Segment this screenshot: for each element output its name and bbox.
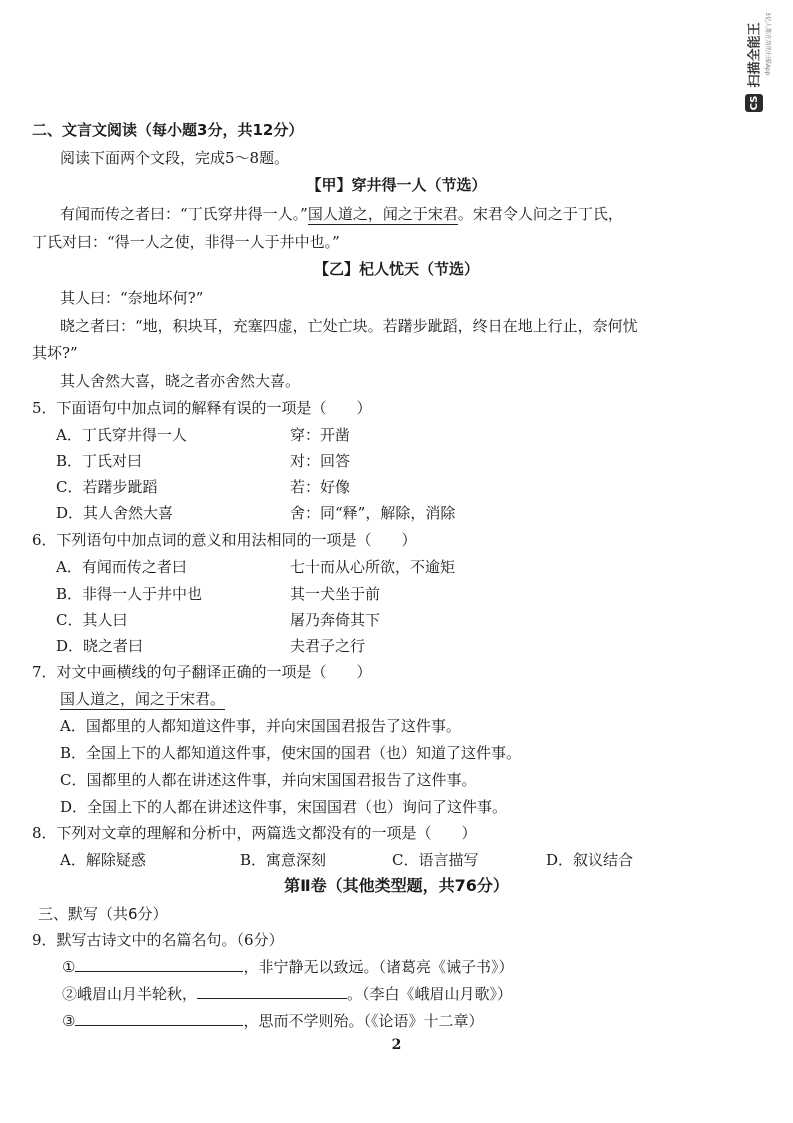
q7-option-b: B．全国上下的人都知道这件事，使宋国的国君（也）知道了这件事。 (60, 744, 522, 762)
q5-option-b-gloss: 对：回答 (290, 452, 351, 470)
passage-a-line-2: 丁氏对曰：“得一人之使，非得一人于井中也。” (32, 233, 340, 251)
q5-option-a: A．丁氏穿井得一人 (56, 426, 187, 444)
q9-item-1-num: ① (62, 958, 76, 976)
watermark-logo-icon: CS (745, 94, 763, 112)
q9-item-2 (62, 984, 512, 1004)
answer-blank-2[interactable] (197, 984, 347, 999)
answer-blank-3[interactable] (75, 1011, 243, 1026)
q5-option-c-gloss: 若：好像 (290, 478, 351, 496)
q8-option-c: C．语言描写 (392, 851, 479, 869)
q5-option-a-gloss: 穿：开凿 (290, 426, 351, 444)
question-5-stem: 5．下面语句中加点词的解释有误的一项是（ ） (32, 399, 372, 417)
question-9-stem: 9．默写古诗文中的名篇名句。（6分） (32, 931, 284, 949)
q6-option-a: A．有闻而传之者曰 (56, 558, 187, 576)
passage-b-line-4: 其人舍然大喜，晓之者亦舍然大喜。 (60, 372, 301, 390)
q7-option-c: C．国都里的人都在讲述这件事，并向宋国国君报告了这件事。 (60, 771, 477, 789)
q6-option-c-compare: 屠乃奔倚其下 (290, 611, 381, 629)
q5-option-c: C．若躇步跐蹈 (56, 478, 158, 496)
underlined-sentence: 国人道之，闻之于宋君 (307, 205, 458, 223)
q7-option-a: A．国都里的人都知道这件事，并向宋国国君报告了这件事。 (60, 717, 461, 735)
q6-option-b: B．非得一人于井中也 (56, 585, 203, 603)
passage-b-line-1: 其人曰：“奈地坏何?” (60, 289, 204, 307)
q5-option-b: B．丁氏对曰 (56, 452, 143, 470)
section-2-instruction: 阅读下面两个文段，完成5～8题。 (60, 149, 290, 167)
question-8-stem: 8．下列对文章的理解和分析中，两篇选文都没有的一项是（ ） (32, 824, 477, 842)
section-2-heading: 二、文言文阅读（每小题3分，共12分） (32, 121, 304, 139)
q7-option-d: D．全国上下的人都在讲述这件事，宋国国君（也）询问了这件事。 (60, 798, 508, 816)
q5-option-d: D．其人舍然大喜 (56, 504, 174, 522)
q9-item-3-num: ③ (62, 1012, 76, 1030)
scanner-watermark (741, 8, 781, 120)
q6-option-d-compare: 夫君子之行 (290, 637, 366, 655)
watermark-title: 扫描全能王 (747, 22, 763, 88)
q9-item-2-text-b: 。（李白《峨眉山月歌》） (347, 985, 513, 1003)
passage-b-line-3: 其坏?” (32, 344, 78, 362)
passage-a-text: 。宋君令人问之于丁氏， (457, 205, 623, 223)
q9-item-1 (62, 957, 513, 977)
watermark-subtitle: 3亿人都在用的扫描App (764, 12, 771, 76)
passage-b-title: 【乙】杞人忧天（节选） (313, 260, 479, 278)
q9-item-3 (62, 1011, 483, 1031)
answer-blank-1[interactable] (75, 957, 243, 972)
part-2-title: 第Ⅱ卷（其他类型题，共76分） (284, 876, 509, 895)
passage-b-line-2: 晓之者曰：“地，积块耳，充塞四虚，亡处亡块。若躇步跐蹈，终日在地上行止，奈何忧 (60, 317, 638, 335)
q9-item-3-text: ，思而不学则殆。（《论语》十二章） (243, 1012, 484, 1030)
q6-option-b-compare: 其一犬坐于前 (290, 585, 381, 603)
passage-a-line-1 (60, 204, 623, 224)
q6-option-d: D．晓之者曰 (56, 637, 144, 655)
q6-option-a-compare: 七十而从心所欲，不逾矩 (290, 558, 456, 576)
passage-a-text: 有闻而传之者曰：“丁氏穿井得一人。” (60, 205, 308, 223)
passage-a-title: 【甲】穿井得一人（节选） (306, 176, 487, 194)
q5-option-d-gloss: 舍：同“释”，解除，消除 (290, 504, 456, 522)
q8-option-b: B．寓意深刻 (240, 851, 327, 869)
question-7-stem: 7．对文中画横线的句子翻译正确的一项是（ ） (32, 663, 372, 681)
q9-item-2-text-a: ②峨眉山月半轮秋， (62, 985, 198, 1003)
q6-option-c: C．其人曰 (56, 611, 128, 629)
q7-sentence (60, 689, 225, 709)
page-number: 2 (391, 1037, 402, 1053)
q8-option-a: A．解除疑惑 (60, 851, 146, 869)
q8-option-d: D．叙议结合 (546, 851, 634, 869)
q9-item-1-text: ，非宁静无以致远。（诸葛亮《诫子书》） (243, 958, 514, 976)
section-3-heading: 三、默写（共6分） (38, 905, 168, 923)
question-6-stem: 6．下列语句中加点词的意义和用法相同的一项是（ ） (32, 531, 417, 549)
underlined-sentence: 国人道之，闻之于宋君。 (60, 690, 226, 708)
